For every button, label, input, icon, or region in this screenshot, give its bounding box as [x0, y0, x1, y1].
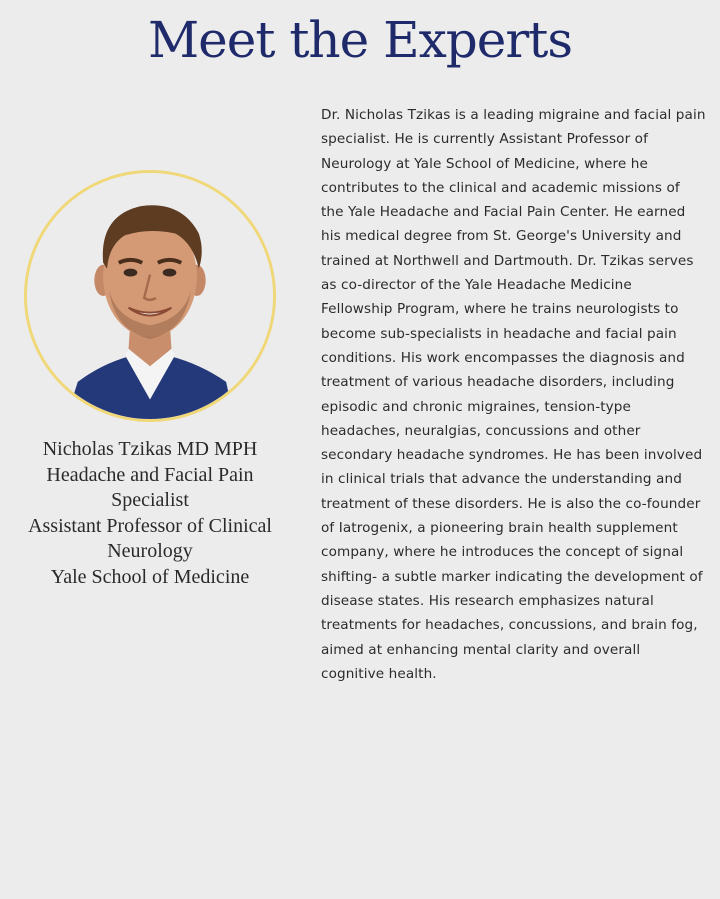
expert-name: Nicholas Tzikas MD MPH — [42, 438, 258, 460]
expert-photo — [24, 170, 276, 422]
portrait-photo-icon — [27, 173, 273, 419]
expert-bio: Dr. Nicholas Tzikas is a leading migraine and facial pain specialist. He is currently Assistant Professor of Neurology at Yale School of Medicine, where he contributes to the clinical and academic missions of the Yale Headache and Facial Pain Center. He earned his medical degree from St. George's University and trained at Northwell and Dartmouth. Dr. Tzikas serves as co-director of the Yale Headache Medicine Fellowship Program, where he trains neurologists to become sub-specialists in headache and facial pain conditions. His work encompasses the diagnosis and treatment of various headache disorders, including episodic and chronic migraines, tension-type headaches, neuralgias, concussions and other secondary headache syndromes. He has been involved in clinical trials that advance the understanding and treatment of these disorders. He is also the co-founder of Iatrogenix, a pioneering brain health supplement company, where he introduces the concept of signal shifting- a subtle marker indicating the development of disease states. His research emphasizes natural treatments for headaches, concussions, and brain fog, aimed at enhancing mental clarity and overall cognitive health. — [321, 107, 706, 682]
expert-position-line-2: Neurology — [107, 540, 193, 562]
page-title: Meet the Experts — [147, 11, 573, 69]
expert-position-line-1: Assistant Professor of Clinical — [28, 514, 272, 537]
expert-credentials — [4, 437, 296, 590]
expert-specialty-line-1: Headache and Facial Pain — [46, 463, 254, 486]
expert-specialty-line-2: Specialist — [111, 489, 189, 511]
expert-institution: Yale School of Medicine — [50, 565, 250, 588]
